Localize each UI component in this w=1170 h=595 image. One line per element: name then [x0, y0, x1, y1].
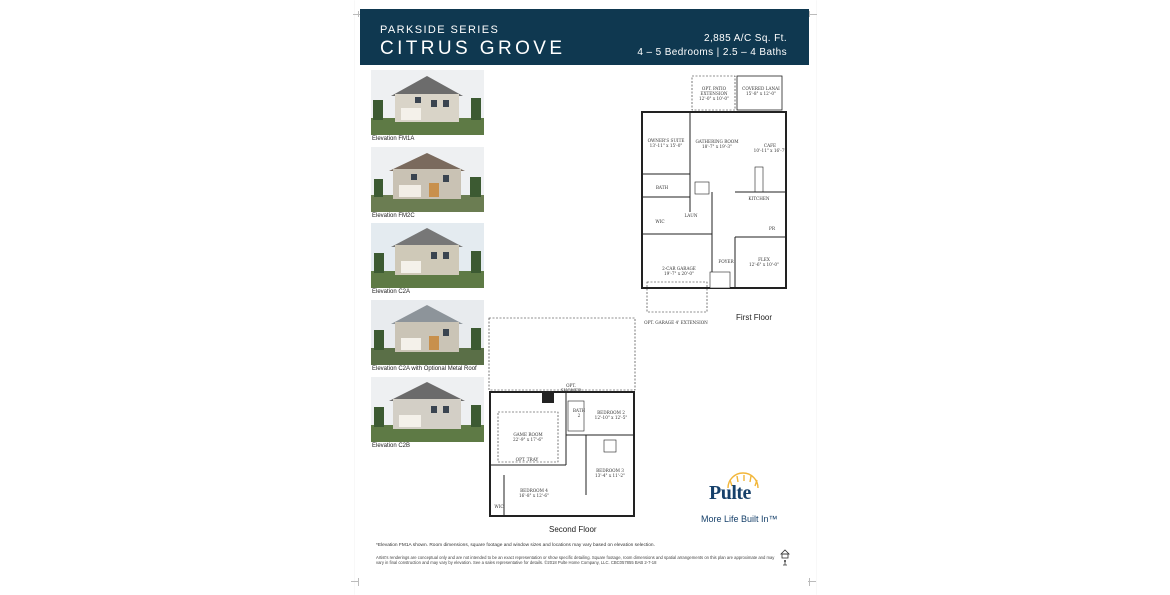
room-garage-extension: OPT. GARAGE 4' EXTENSION — [644, 320, 708, 325]
crop-mark — [808, 581, 816, 582]
room-wic-2: WIC — [494, 504, 504, 509]
elevation-image-2 — [371, 147, 484, 212]
series-title: PARKSIDE SERIES — [380, 24, 500, 36]
room-laundry: LAUN — [684, 213, 698, 218]
sqft-text: 2,885 A/C Sq. Ft. — [704, 33, 787, 44]
room-bedroom-3: BEDROOM 3 13'-4" x 11'-2" — [595, 468, 625, 478]
room-gathering: GATHERING ROOM 18'-7" x 19'-3" — [695, 139, 739, 149]
plan-specs — [637, 32, 787, 60]
room-opt-shower: OPT. SHOWER — [560, 383, 582, 393]
room-powder: PR — [769, 226, 775, 231]
crop-mark — [351, 581, 359, 582]
rooms-text: 4 – 5 Bedrooms | 2.5 – 4 Baths — [637, 47, 787, 58]
crop-mark — [808, 14, 817, 15]
room-kitchen: KITCHEN — [748, 196, 770, 201]
elevation-image-5 — [371, 377, 484, 442]
room-foyer: FOYER — [718, 259, 734, 264]
header-banner — [360, 9, 809, 65]
elevation-image-4 — [371, 300, 484, 365]
room-game: GAME ROOM 22'-9" x 17'-6" — [513, 432, 543, 442]
equal-housing-icon — [780, 548, 790, 566]
room-cafe: CAFE 10'-11" x 16'-7" — [753, 143, 787, 153]
room-lanai: COVERED LANAI 15'-8" x 12'-0" — [742, 86, 780, 96]
crop-mark — [353, 14, 360, 15]
elevation-caption-5: Elevation C2B — [372, 443, 411, 449]
elevation-image-3 — [371, 223, 484, 288]
room-bath-2: BATH 2 — [572, 408, 586, 418]
legal-disclaimer: Artist's renderings are conceptual only and are not intended to be an exact representation or show specific detailing. Square footage, room dimensions and spatial arrangements on this plan are approximate and may vary in final construction and may vary by elevation. See a sales representative for details. ©2018 Pulte Home Company, LLC. CBC057855 BAB 2-7-18 — [376, 555, 775, 566]
elevation-caption-3: Elevation C2A — [372, 289, 411, 295]
elevation-caption-2: Elevation FM2C — [372, 213, 415, 219]
room-owners-suite: OWNER'S SUITE 13'-11" x 15'-0" — [647, 138, 685, 148]
brand-tagline: More Life Built In™ — [701, 514, 778, 524]
room-bath: BATH — [655, 185, 669, 190]
crop-mark — [809, 578, 810, 586]
room-opt-tray: OPT. TRAY — [515, 457, 539, 462]
elevation-image-1 — [371, 70, 484, 135]
room-bedroom-2: BEDROOM 2 12'-10" x 12'-5" — [594, 410, 628, 420]
crop-mark — [358, 578, 359, 586]
room-bedroom-4: BEDROOM 4 16'-8" x 12'-6" — [519, 488, 549, 498]
room-wic: WIC — [655, 219, 665, 224]
room-garage: 2-CAR GARAGE 19'-7" x 20'-0" — [662, 266, 696, 276]
elevation-caption-1: Elevation FM1A — [372, 136, 415, 142]
room-flex: FLEX 12'-6" x 10'-0" — [749, 257, 779, 267]
elevation-footnote: *Elevation FM1A shown. Room dimensions, square footage and window sizes and locations may vary based on elevation selection. — [376, 543, 655, 548]
brand-name: Pulte — [709, 482, 751, 504]
plan-name: CITRUS GROVE — [380, 38, 566, 59]
elevation-caption-4: Elevation C2A with Optional Metal Roof — [372, 366, 477, 372]
room-patio: OPT. PATIO EXTENSION 12'-0" x 10'-0" — [699, 86, 729, 101]
first-floor-label: First Floor — [736, 313, 772, 322]
second-floor-label: Second Floor — [549, 525, 597, 534]
